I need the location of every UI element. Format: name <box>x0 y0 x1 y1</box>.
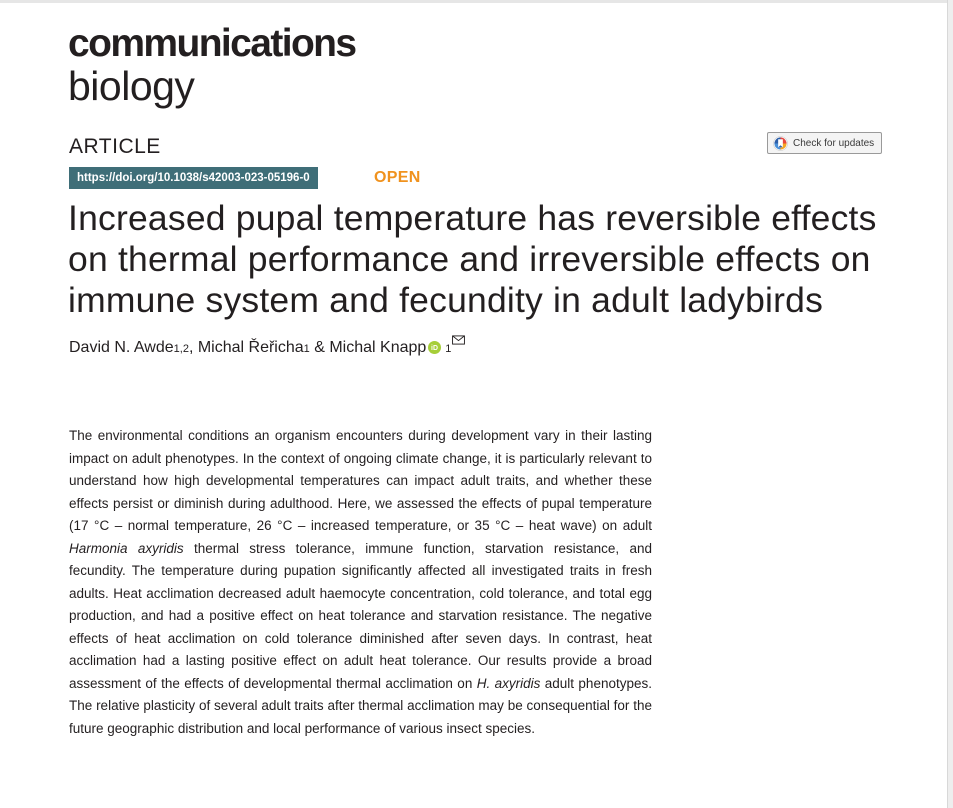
page-right-edge <box>947 0 953 808</box>
abstract-text: thermal stress tolerance, immune function, starvation resistance, and fecundity. The temperature during pupation significantly affected all investigated traits in fresh adults. Heat acclimation decreased adult haemocyte concentration, cold tolerance, and total egg production, and had a positive effect on heat tolerance and starvation resistance. The negative effects of heat acclimation on cold tolerance diminished after seven days. In contrast, heat acclimation had a lasting positive effect on adult heat tolerance. Our results provide a broad assessment of the effects of developmental thermal acclimation on <box>69 540 652 691</box>
author-name[interactable]: Michal Řeřicha <box>197 339 304 356</box>
crossmark-icon <box>773 136 788 151</box>
abstract-paragraph <box>69 425 652 740</box>
envelope-icon[interactable] <box>452 335 465 345</box>
species-name-abbrev: H. axyridis <box>476 675 541 691</box>
check-for-updates-button[interactable] <box>767 132 882 154</box>
doi-link[interactable]: https://doi.org/10.1038/s42003-023-05196-0 <box>69 167 318 189</box>
article-title: Increased pupal temperature has reversible effects on thermal performance and irreversible effects on immune system and fecundity in adult ladybirds <box>68 198 877 320</box>
article-type-label: ARTICLE <box>69 135 161 158</box>
species-name: Harmonia axyridis <box>69 540 184 556</box>
author-name[interactable]: Michal Knapp <box>329 339 427 356</box>
author-list: David N. Awde 1,2 , Michal Řeřicha 1 & Michal Knapp iD 1 <box>69 339 465 357</box>
abstract-text: adult phenotypes. The relative plasticity of several adult traits after thermal acclimation may be consequential for the future geographic distribution and local performance of various insect species. <box>69 675 652 736</box>
open-access-label: OPEN <box>374 169 421 186</box>
journal-name-line2: biology <box>68 63 195 109</box>
abstract <box>69 425 652 740</box>
journal-name-line1: communications <box>68 22 356 65</box>
orcid-icon[interactable] <box>428 341 441 354</box>
journal-logo <box>68 24 356 107</box>
author-name[interactable]: David N. Awde <box>69 339 174 356</box>
page-top-edge <box>0 0 953 3</box>
check-for-updates-label: Check for updates <box>793 137 875 149</box>
author-separator: & <box>309 339 330 356</box>
abstract-text: The environmental conditions an organism encounters during development vary in their lasting impact on adult phenotypes. In the context of ongoing climate change, it is particularly relevant to understand how high developmental temperatures can impact adult traits, and whether these effects persist or diminish during adulthood. Here, we assessed the effects of pupal temperature (17 °C – normal temperature, 26 °C – increased temperature, or 35 °C – heat wave) on adult <box>69 428 652 533</box>
svg-text:iD: iD <box>431 345 439 353</box>
author-separator: , <box>188 339 198 356</box>
